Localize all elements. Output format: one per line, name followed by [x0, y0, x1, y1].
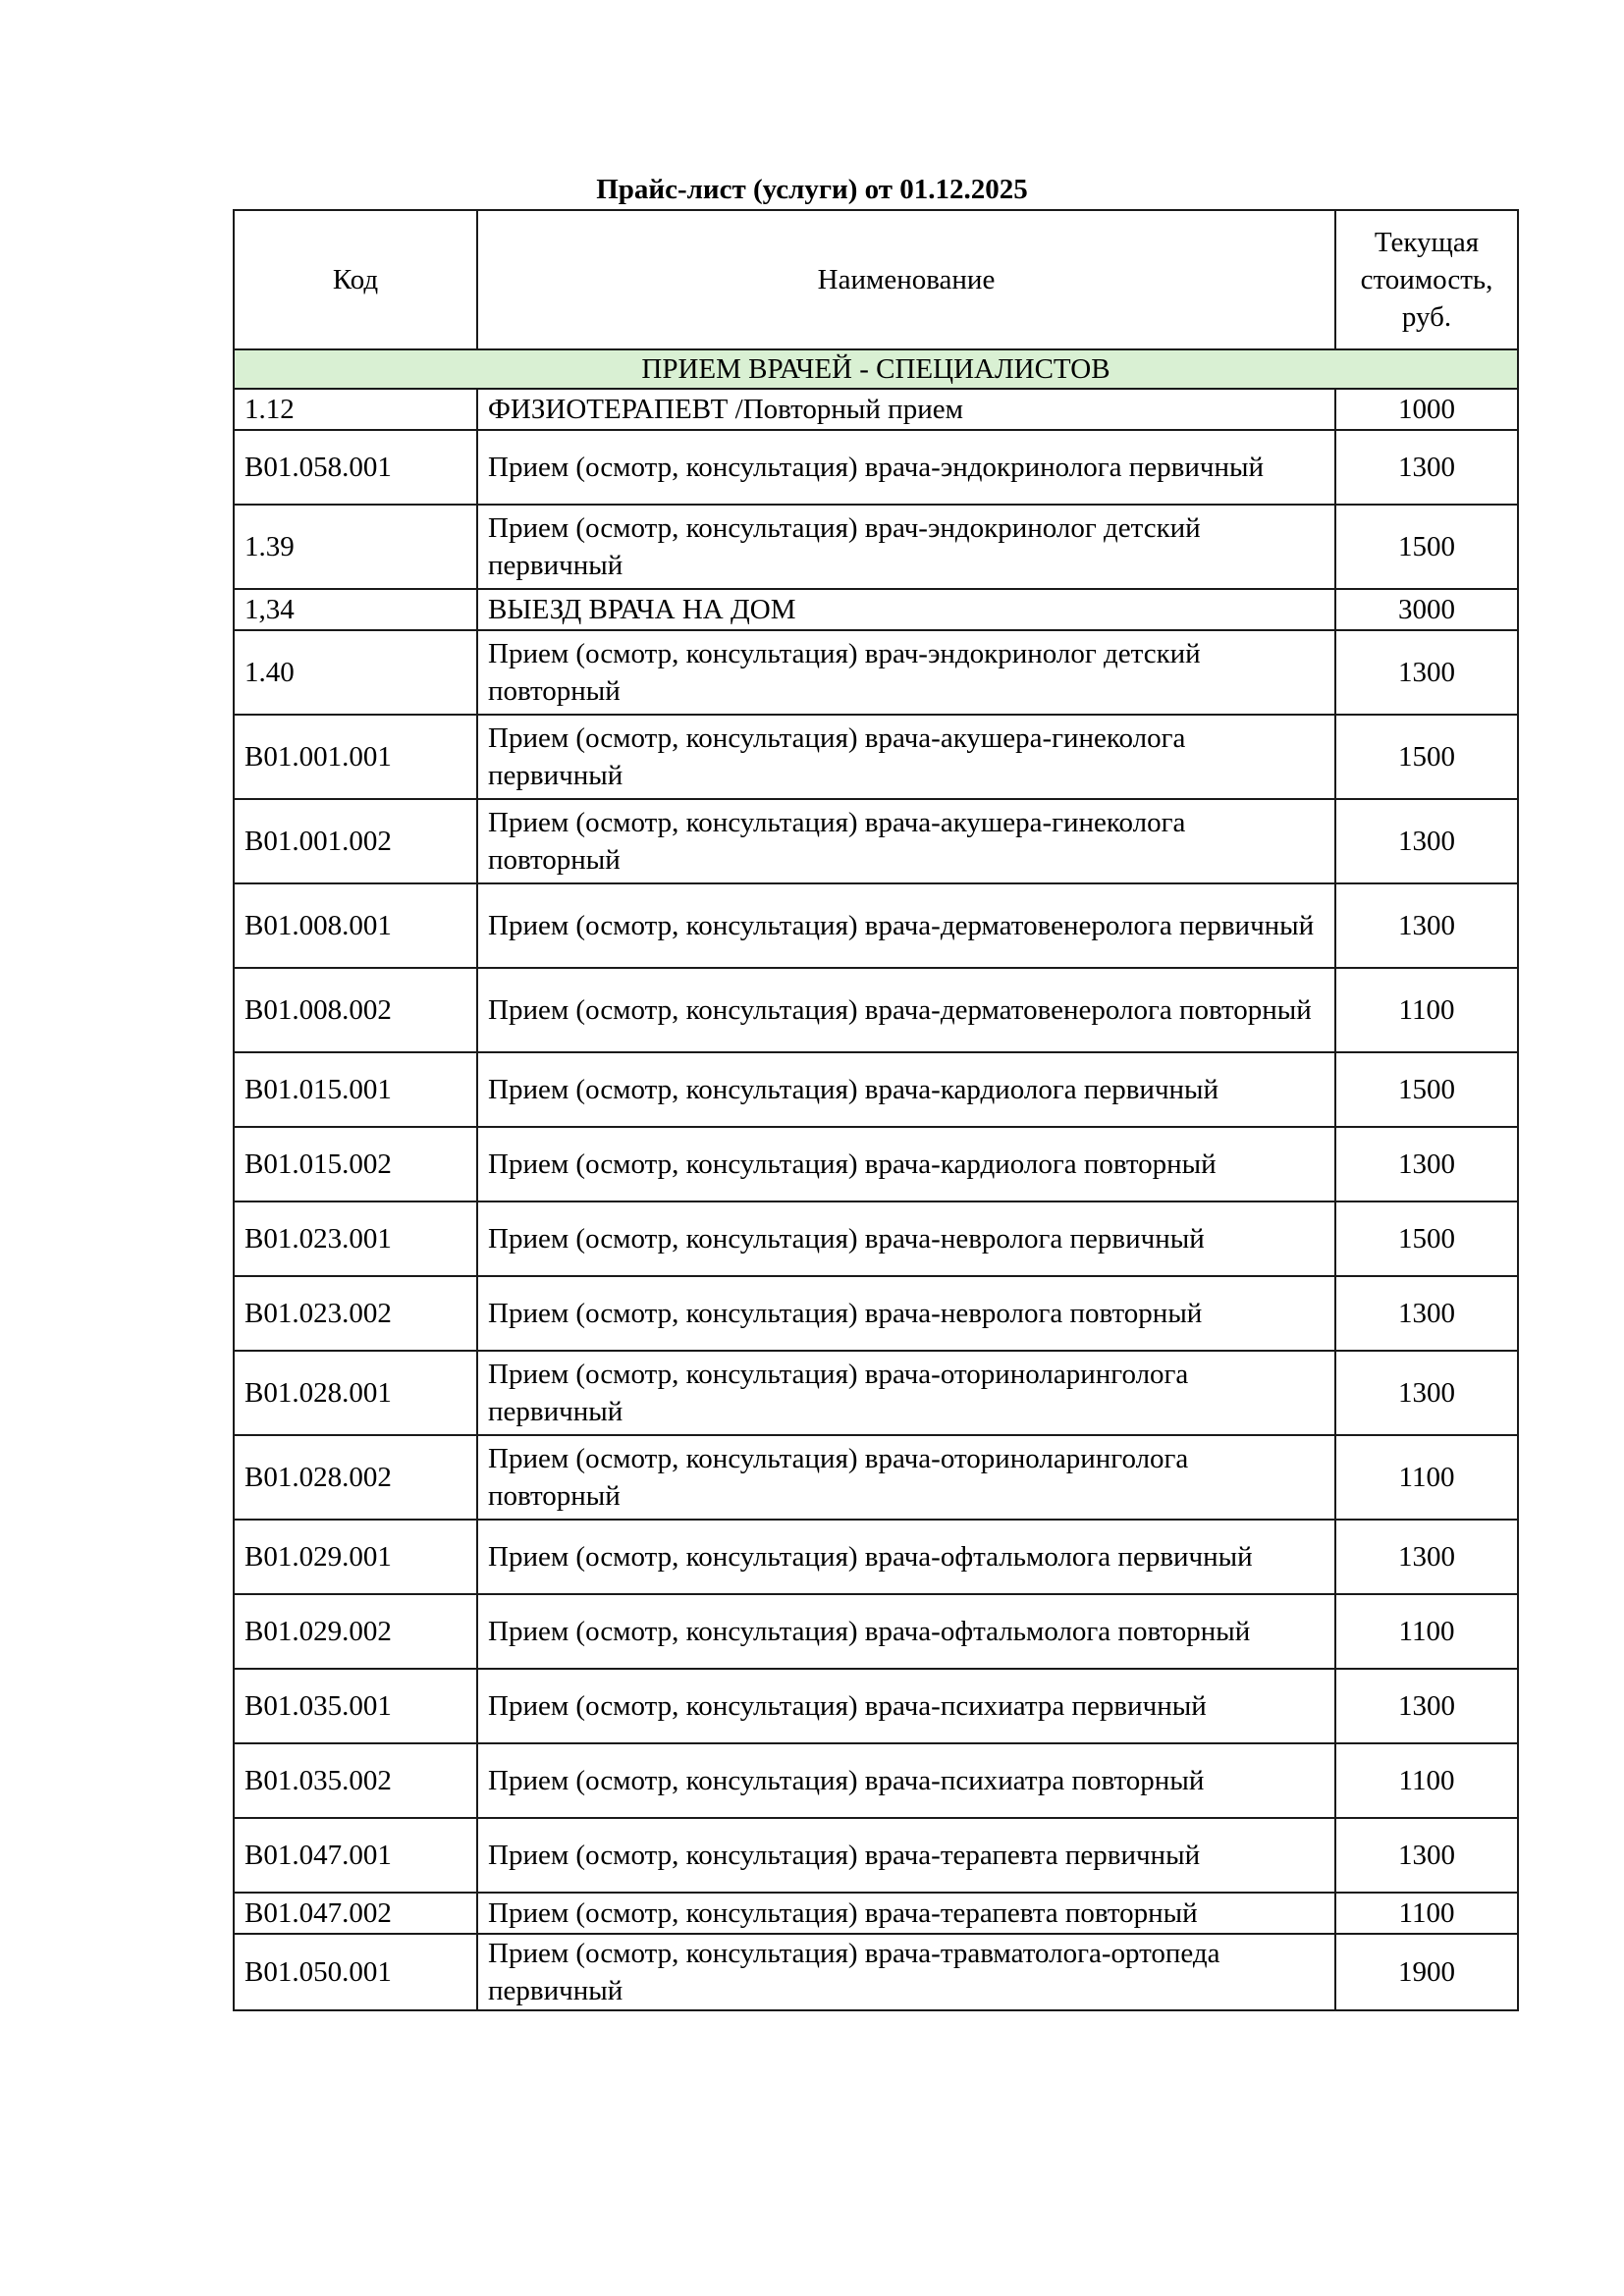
service-name: Прием (осмотр, консультация) врача-акушера-гинеколога первичный: [477, 715, 1335, 799]
service-code: B01.035.001: [234, 1669, 477, 1743]
table-row: [234, 1818, 1518, 1893]
service-name: Прием (осмотр, консультация) врача-травматолога-ортопеда первичный: [477, 1934, 1335, 2010]
table-row: [234, 389, 1518, 430]
table-row: [234, 505, 1518, 589]
service-price: 1300: [1335, 1818, 1518, 1893]
service-price: 1300: [1335, 1127, 1518, 1201]
table-row: [234, 799, 1518, 883]
table-row: [234, 1201, 1518, 1276]
table-row: [234, 715, 1518, 799]
table-row: [234, 1127, 1518, 1201]
table-row: [234, 1893, 1518, 1934]
table-row: [234, 1520, 1518, 1594]
service-name: Прием (осмотр, консультация) врача-эндокринолога первичный: [477, 430, 1335, 505]
service-name: Прием (осмотр, консультация) врача-оториноларинголога повторный: [477, 1435, 1335, 1520]
table-row: [234, 968, 1518, 1052]
service-name: Прием (осмотр, консультация) врача-дерматовенеролога повторный: [477, 968, 1335, 1052]
table-row: [234, 589, 1518, 630]
table-body: [234, 349, 1518, 2010]
service-name: Прием (осмотр, консультация) врача-акушера-гинеколога повторный: [477, 799, 1335, 883]
table-row: [234, 630, 1518, 715]
column-header-name: Наименование: [477, 210, 1335, 349]
service-name: Прием (осмотр, консультация) врача-кардиолога первичный: [477, 1052, 1335, 1127]
table-header-row: [234, 210, 1518, 349]
table-row: [234, 430, 1518, 505]
table-row: [234, 1743, 1518, 1818]
table-row: [234, 1934, 1518, 2010]
service-code: B01.047.001: [234, 1818, 477, 1893]
service-price: 1000: [1335, 389, 1518, 430]
table-row: [234, 1351, 1518, 1435]
service-name: Прием (осмотр, консультация) врача-невролога повторный: [477, 1276, 1335, 1351]
service-name: Прием (осмотр, консультация) врача-невролога первичный: [477, 1201, 1335, 1276]
service-name: Прием (осмотр, консультация) врача-офтальмолога повторный: [477, 1594, 1335, 1669]
service-code: B01.029.001: [234, 1520, 477, 1594]
service-name: Прием (осмотр, консультация) врача-дерматовенеролога первичный: [477, 883, 1335, 968]
service-price: 1300: [1335, 1669, 1518, 1743]
column-header-price: Текущая стоимость, руб.: [1335, 210, 1518, 349]
service-price: 1500: [1335, 1201, 1518, 1276]
service-name: Прием (осмотр, консультация) врача-кардиолога повторный: [477, 1127, 1335, 1201]
table-row: [234, 1435, 1518, 1520]
service-price: 1300: [1335, 799, 1518, 883]
service-price: 1500: [1335, 715, 1518, 799]
service-name: Прием (осмотр, консультация) врач-эндокринолог детский первичный: [477, 505, 1335, 589]
service-price: 1300: [1335, 630, 1518, 715]
price-table: [233, 209, 1519, 2011]
service-name: Прием (осмотр, консультация) врача-оториноларинголога первичный: [477, 1351, 1335, 1435]
service-code: B01.047.002: [234, 1893, 477, 1934]
page-title: Прайс-лист (услуги) от 01.12.2025: [596, 174, 1028, 205]
service-price: 1100: [1335, 1893, 1518, 1934]
service-price: 1300: [1335, 430, 1518, 505]
service-price: 1100: [1335, 968, 1518, 1052]
service-code: B01.023.001: [234, 1201, 477, 1276]
service-code: B01.029.002: [234, 1594, 477, 1669]
service-name: ФИЗИОТЕРАПЕВТ /Повторный прием: [477, 389, 1335, 430]
service-code: B01.035.002: [234, 1743, 477, 1818]
service-price: 1500: [1335, 505, 1518, 589]
service-name: Прием (осмотр, консультация) врача-терапевта первичный: [477, 1818, 1335, 1893]
service-price: 1300: [1335, 1520, 1518, 1594]
service-code: 1.12: [234, 389, 477, 430]
service-code: B01.028.002: [234, 1435, 477, 1520]
service-code: B01.001.002: [234, 799, 477, 883]
service-price: 3000: [1335, 589, 1518, 630]
table-row: [234, 1669, 1518, 1743]
service-price: 1300: [1335, 1351, 1518, 1435]
service-price: 1100: [1335, 1743, 1518, 1818]
service-price: 1900: [1335, 1934, 1518, 2010]
service-code: B01.008.002: [234, 968, 477, 1052]
service-name: Прием (осмотр, консультация) врача-психиатра первичный: [477, 1669, 1335, 1743]
service-price: 1300: [1335, 883, 1518, 968]
table-row: [234, 1052, 1518, 1127]
service-name: Прием (осмотр, консультация) врач-эндокринолог детский повторный: [477, 630, 1335, 715]
service-code: 1.39: [234, 505, 477, 589]
service-code: 1,34: [234, 589, 477, 630]
service-code: B01.023.002: [234, 1276, 477, 1351]
service-code: B01.008.001: [234, 883, 477, 968]
service-price: 1300: [1335, 1276, 1518, 1351]
service-code: 1.40: [234, 630, 477, 715]
section-title: ПРИЕМ ВРАЧЕЙ - СПЕЦИАЛИСТОВ: [234, 349, 1518, 389]
table-row: [234, 883, 1518, 968]
service-code: B01.028.001: [234, 1351, 477, 1435]
service-price: 1100: [1335, 1435, 1518, 1520]
service-name: Прием (осмотр, консультация) врача-психиатра повторный: [477, 1743, 1335, 1818]
service-code: B01.015.002: [234, 1127, 477, 1201]
service-price: 1500: [1335, 1052, 1518, 1127]
service-code: B01.001.001: [234, 715, 477, 799]
table-row: [234, 1594, 1518, 1669]
section-header-row: [234, 349, 1518, 389]
service-name: Прием (осмотр, консультация) врача-терапевта повторный: [477, 1893, 1335, 1934]
service-code: B01.058.001: [234, 430, 477, 505]
service-code: B01.015.001: [234, 1052, 477, 1127]
service-price: 1100: [1335, 1594, 1518, 1669]
service-name: ВЫЕЗД ВРАЧА НА ДОМ: [477, 589, 1335, 630]
table-row: [234, 1276, 1518, 1351]
service-name: Прием (осмотр, консультация) врача-офтальмолога первичный: [477, 1520, 1335, 1594]
column-header-code: Код: [234, 210, 477, 349]
service-code: B01.050.001: [234, 1934, 477, 2010]
